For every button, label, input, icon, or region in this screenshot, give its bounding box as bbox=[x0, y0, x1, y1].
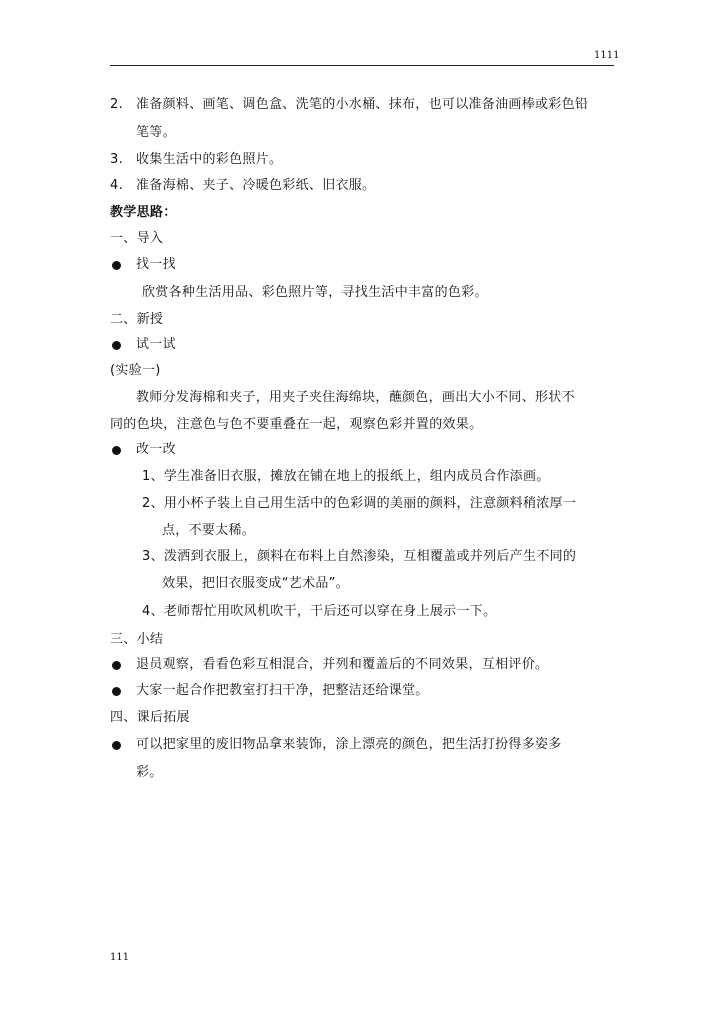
list-number-2: 2. bbox=[110, 97, 124, 112]
step-3-line2: 效果，把旧衣服变成“艺术品”。 bbox=[162, 576, 349, 591]
bullet-dot bbox=[112, 687, 121, 696]
step-3-line1: 3、泼洒到衣服上，颜料在布料上自然渗染，互相覆盖或并列后产生不同的 bbox=[142, 549, 577, 564]
bullet-change: 改一改 bbox=[136, 442, 176, 457]
list-number-4: 4. bbox=[110, 178, 124, 193]
bullet-dot bbox=[112, 661, 121, 670]
bullet-clean: 大家一起合作把教室打扫干净，把整洁还给课堂。 bbox=[136, 683, 429, 698]
list-number-3: 3. bbox=[110, 152, 124, 167]
bullet-extend-line2: 彩。 bbox=[136, 765, 163, 780]
bullet-dot bbox=[112, 741, 121, 750]
bullet-observe: 退员观察，看看色彩互相混合，并列和覆盖后的不同效果，互相评价。 bbox=[136, 657, 549, 672]
paragraph-experiment-line2: 同的色块，注意色与色不要重叠在一起，观察色彩并置的效果。 bbox=[110, 417, 483, 432]
list-item-3: 收集生活中的彩色照片。 bbox=[136, 152, 283, 167]
paragraph-find: 欣赏各种生活用品、彩色照片等，寻找生活中丰富的色彩。 bbox=[142, 285, 488, 300]
section-2-heading: 二、新授 bbox=[110, 312, 164, 327]
section-4-heading: 四、课后拓展 bbox=[110, 710, 190, 725]
teaching-ideas-heading: 教学思路： bbox=[110, 205, 177, 220]
list-item-2-line1: 准备颜料、画笔、调色盒、洗笔的小水桶、抹布，也可以准备油画棒或彩色铅 bbox=[136, 97, 589, 112]
bullet-find: 找一找 bbox=[136, 257, 176, 272]
step-4: 4、老师帮忙用吹风机吹干，干后还可以穿在身上展示一下。 bbox=[142, 604, 497, 619]
list-item-4: 准备海棉、夹子、冷暖色彩纸、旧衣服。 bbox=[136, 178, 376, 193]
section-3-heading: 三、小结 bbox=[110, 632, 164, 647]
header-rule bbox=[110, 65, 614, 66]
bullet-dot bbox=[112, 446, 121, 455]
step-2-line1: 2、用小杯子装上自己用生活中的色彩调的美丽的颜料，注意颜料稍浓厚一 bbox=[142, 496, 577, 511]
list-item-2-line2: 笔等。 bbox=[136, 125, 176, 140]
bullet-try: 试一试 bbox=[136, 337, 176, 352]
header-page-number: 1111 bbox=[594, 50, 620, 61]
section-1-heading: 一、导入 bbox=[110, 231, 164, 246]
paragraph-experiment-line1: 教师分发海棉和夹子，用夹子夹住海绵块，蘸颜色，画出大小不同、形状不 bbox=[136, 390, 575, 405]
bullet-dot bbox=[112, 261, 121, 270]
bullet-extend-line1: 可以把家里的废旧物品拿来装饰，涂上漂亮的颜色，把生活打扮得多姿多 bbox=[136, 737, 562, 752]
step-1: 1、学生准备旧衣服，摊放在铺在地上的报纸上，组内成员合作添画。 bbox=[142, 469, 550, 484]
footer-page-number: 111 bbox=[110, 952, 130, 963]
experiment-label: (实验一) bbox=[110, 363, 161, 378]
bullet-dot bbox=[112, 341, 121, 350]
step-2-line2: 点，不要太稀。 bbox=[162, 523, 256, 538]
